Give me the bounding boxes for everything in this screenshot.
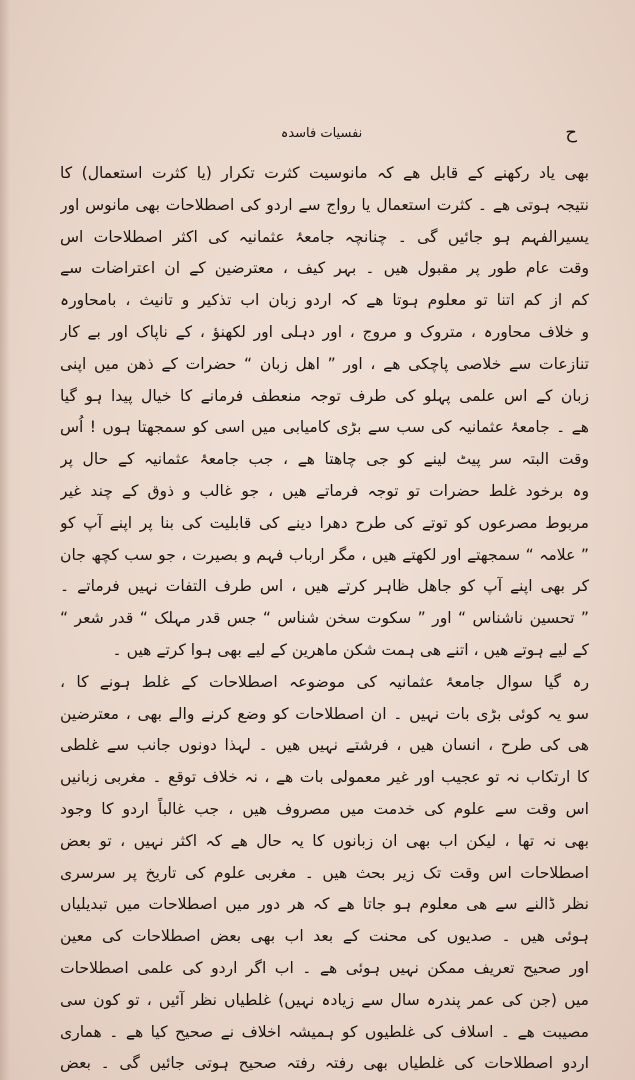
text-line: کر بھی اپنے آپ کو جاھل ظاہر کرتے ھیں ، اس طرف التفات نہیں فرماتے ۔ bbox=[60, 577, 589, 596]
text-line: اردو اصطلاحات کی غلطیاں بھی رفتہ رفتہ صحیح ہوتی جائیں گی ۔ بعض bbox=[60, 1054, 589, 1073]
text-line: کا ارتکاب نہ تو عجیب اور غیر معمولی بات ھے ، نہ خلاف توقع ۔ مغربی زبانیں bbox=[60, 768, 589, 787]
page-header bbox=[60, 122, 583, 156]
page-number: ح bbox=[565, 122, 577, 143]
text-line: ” علامہ “ سمجھتے اور لکھتے ھیں ، مگر ارباب فہم و بصیرت ، جو سب کچھ جان bbox=[60, 545, 589, 564]
text-line: مصیبت ھے ۔ اسلاف کی غلطیوں کو ہمیشہ اخلاف نے صحیح کیا ھے ۔ ھماری bbox=[60, 1022, 589, 1041]
text-line: مربوط مصرعوں کو توتے کی طرح دھرا دینے کی قابلیت کی بنا پر اپنے آپ کو bbox=[60, 513, 589, 532]
text-line: وقت عام طور پر مقبول ھیں ۔ بہر کیف ، معترضین کے ان اعتراضات سے bbox=[60, 259, 589, 278]
text-line: اس وقت سے علوم کی خدمت میں مصروف ھیں ، جب غالباً اردو کا وجود bbox=[60, 799, 589, 818]
running-title: نفسیات فاسدہ bbox=[280, 126, 363, 141]
text-line: ھے ۔ جامعۂ عثمانیہ کی سب سے بڑی کامیابی میں اسی کو سمجھتا ہوں ! اُس bbox=[60, 418, 589, 437]
text-line: یسیرالفہم ہو جائیں گی ۔ چنانچہ جامعۂ عثمانیہ کی اکثر اصطلاحات اس bbox=[60, 227, 589, 246]
text-line: اور صحیح تعریف ممکن نہیں ہوئی ھے ۔ اب اگر اردو کی علمی اصطلاحات bbox=[60, 958, 589, 977]
text-line: وہ برخود غلط حضرات تو توجہ فرماتے ھیں ، جو غالب و ذوق کے چند غیر bbox=[60, 481, 589, 500]
text-line: اصطلاحات اس وقت تک زیر بحث ھیں ۔ مغربی علوم کی تاریخ پر سرسری bbox=[60, 863, 589, 882]
text-line: بھی یاد رکھنے کے قابل ھے کہ مانوسیت کثرت تکرار (یا کثرت استعمال) کا bbox=[60, 164, 589, 182]
text-line: زبان کے اس علمی پہلو کی طرف توجہ منعطف فرمانے کا خیال پیدا ہو گیا bbox=[60, 386, 589, 405]
text-line: کم از کم اتنا تو معلوم ہوتا ھے کہ اردو زبان اب تذکیر و تانیث ، بامحاورہ bbox=[60, 291, 589, 310]
text-line: تنازعات سے خلاصی پاچکی ھے ، اور ” اھل زبان “ حضرات کے ذھن میں اپنی bbox=[60, 354, 589, 373]
text-line: ھی کی طرح ، انسان ھیں ، فرشتے نہیں ھیں ۔ لہذا دونوں جانب سے غلطی bbox=[60, 736, 589, 755]
text-line: نظر ڈالنے سے ھی معلوم ہو جاتا ھے کہ ھر دور میں اصطلاحات میں تبدیلیاں bbox=[60, 895, 589, 914]
text-line: و خلاف محاورہ ، متروک و مروج ، اور دہلی اور لکھنؤ ، کے ناپاک اور بے کار bbox=[60, 322, 589, 341]
text-line: ” تحسین ناشناس “ اور ” سکوت سخن شناس “ جس قدر مہلک “ قدر شعر “ bbox=[60, 609, 589, 628]
text-line: سو یہ کوئی بڑی بات نہیں ۔ ان اصطلاحات کو وضع کرنے والے بھی ، معترضین bbox=[60, 704, 589, 723]
body-text bbox=[60, 158, 589, 1080]
text-line: نتیجہ ہوتی ھے ۔ کثرت استعمال یا رواج سے اردو کی اصطلاحات بھی مانوس اور bbox=[60, 195, 589, 214]
text-line: ہوئی ھیں ۔ صدیوں کی محنت کے بعد اب بھی بعض اصطلاحات کی معین bbox=[60, 927, 589, 946]
text-line: کے لیے ہوتے ھیں ، اتنے ھی ہمت شکن ماھرین کے لیے بھی ہوا کرتے ھیں ۔ bbox=[112, 640, 589, 659]
text-line: بھی نہ تھا ، لیکن اب بھی ان زبانوں کا یہ حال ھے کہ اکثر نہیں ، تو بعض bbox=[60, 831, 589, 850]
text-line: میں (جن کی عمر پندرہ سال سے زیادہ نہیں) غلطیاں نظر آئیں ، تو کون سی bbox=[60, 990, 589, 1009]
text-line: رہ گیا سوال جامعۂ عثمانیہ کی موضوعہ اصطلاحات کے غلط ہونے کا ، bbox=[60, 672, 589, 691]
text-line: وقت البتہ سر پیٹ لینے کو جی چاھتا ھے ، جب جامعۂ عثمانیہ کے حال پر bbox=[60, 450, 589, 469]
